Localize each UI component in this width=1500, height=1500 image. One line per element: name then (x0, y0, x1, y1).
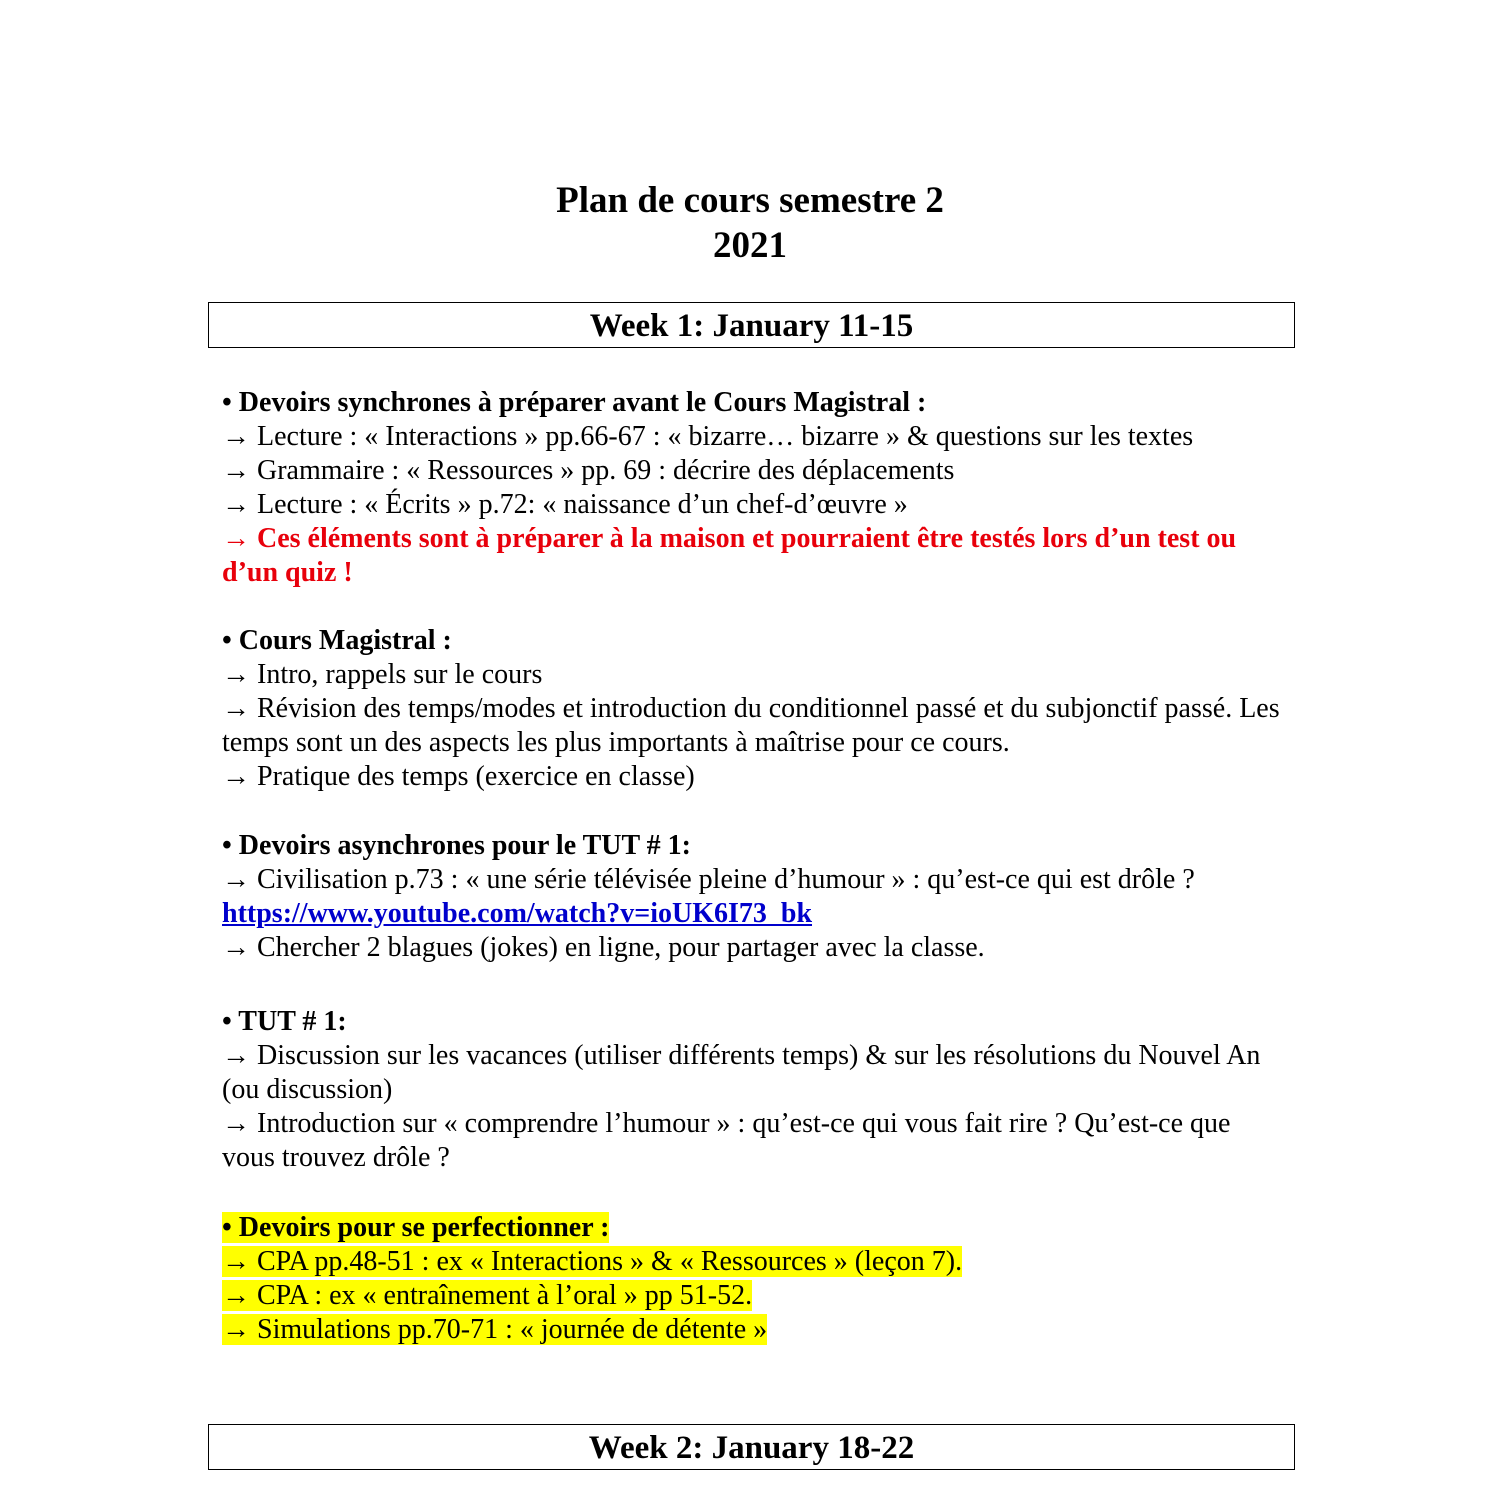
youtube-link[interactable]: https://www.youtube.com/watch?v=ioUK6I73_bk (222, 897, 813, 929)
section-heading: • TUT # 1: (222, 1006, 347, 1037)
week-2-header: Week 2: January 18-22 (208, 1424, 1295, 1470)
list-item: → Civilisation p.73 : « une série télévisée pleine d’humour » : qu’est-ce qui est drôle ? (222, 863, 1195, 895)
list-item: → CPA pp.48-51 : ex « Interactions » & « Ressources » (leçon 7). (222, 1245, 963, 1277)
section-devoirs-synchrones (222, 386, 1290, 589)
list-item: → Révision des temps/modes et introduction du conditionnel passé et du subjonctif passé. Les temps sont un des aspects les plus importants à maîtrise pour ce cours. (222, 692, 1280, 758)
list-item: → Introduction sur « comprendre l’humour » : qu’est-ce qui vous fait rire ? Qu’est-ce que vous trouvez drôle ? (222, 1107, 1231, 1173)
section-tut-1 (222, 1005, 1290, 1175)
title-line-1: Plan de cours semestre 2 (556, 180, 944, 221)
list-item: → Grammaire : « Ressources » pp. 69 : décrire des déplacements (222, 454, 955, 486)
list-item: → Lecture : « Interactions » pp.66-67 : « bizarre… bizarre » & questions sur les textes (222, 420, 1194, 452)
section-heading: • Devoirs pour se perfectionner : (222, 1212, 610, 1243)
list-item: → Discussion sur les vacances (utiliser différents temps) & sur les résolutions du Nouvel An (ou discussion) (222, 1039, 1261, 1105)
section-heading: • Devoirs asynchrones pour le TUT # 1: (222, 830, 691, 861)
section-heading: • Cours Magistral : (222, 625, 452, 656)
title-line-2: 2021 (713, 225, 787, 266)
list-item: → Chercher 2 blagues (jokes) en ligne, pour partager avec la classe. (222, 931, 985, 963)
list-item: → CPA : ex « entraînement à l’oral » pp 51-52. (222, 1279, 753, 1311)
section-devoirs-asynchrones (222, 829, 1290, 965)
week-1-header: Week 1: January 11-15 (208, 302, 1295, 348)
list-item: → Intro, rappels sur le cours (222, 658, 543, 690)
page-title (0, 178, 1500, 268)
list-item: → Simulations pp.70-71 : « journée de détente » (222, 1313, 768, 1345)
warning-note: → Ces éléments sont à préparer à la maison et pourraient être testés lors d’un test ou d’un quiz ! (222, 522, 1237, 588)
section-cours-magistral (222, 624, 1290, 794)
list-item: → Lecture : « Écrits » p.72: « naissance d’un chef-d’œuvre » (222, 488, 908, 520)
section-heading: • Devoirs synchrones à préparer avant le Cours Magistral : (222, 387, 927, 418)
list-item: → Pratique des temps (exercice en classe) (222, 760, 695, 792)
section-devoirs-perfectionner (222, 1211, 1290, 1347)
